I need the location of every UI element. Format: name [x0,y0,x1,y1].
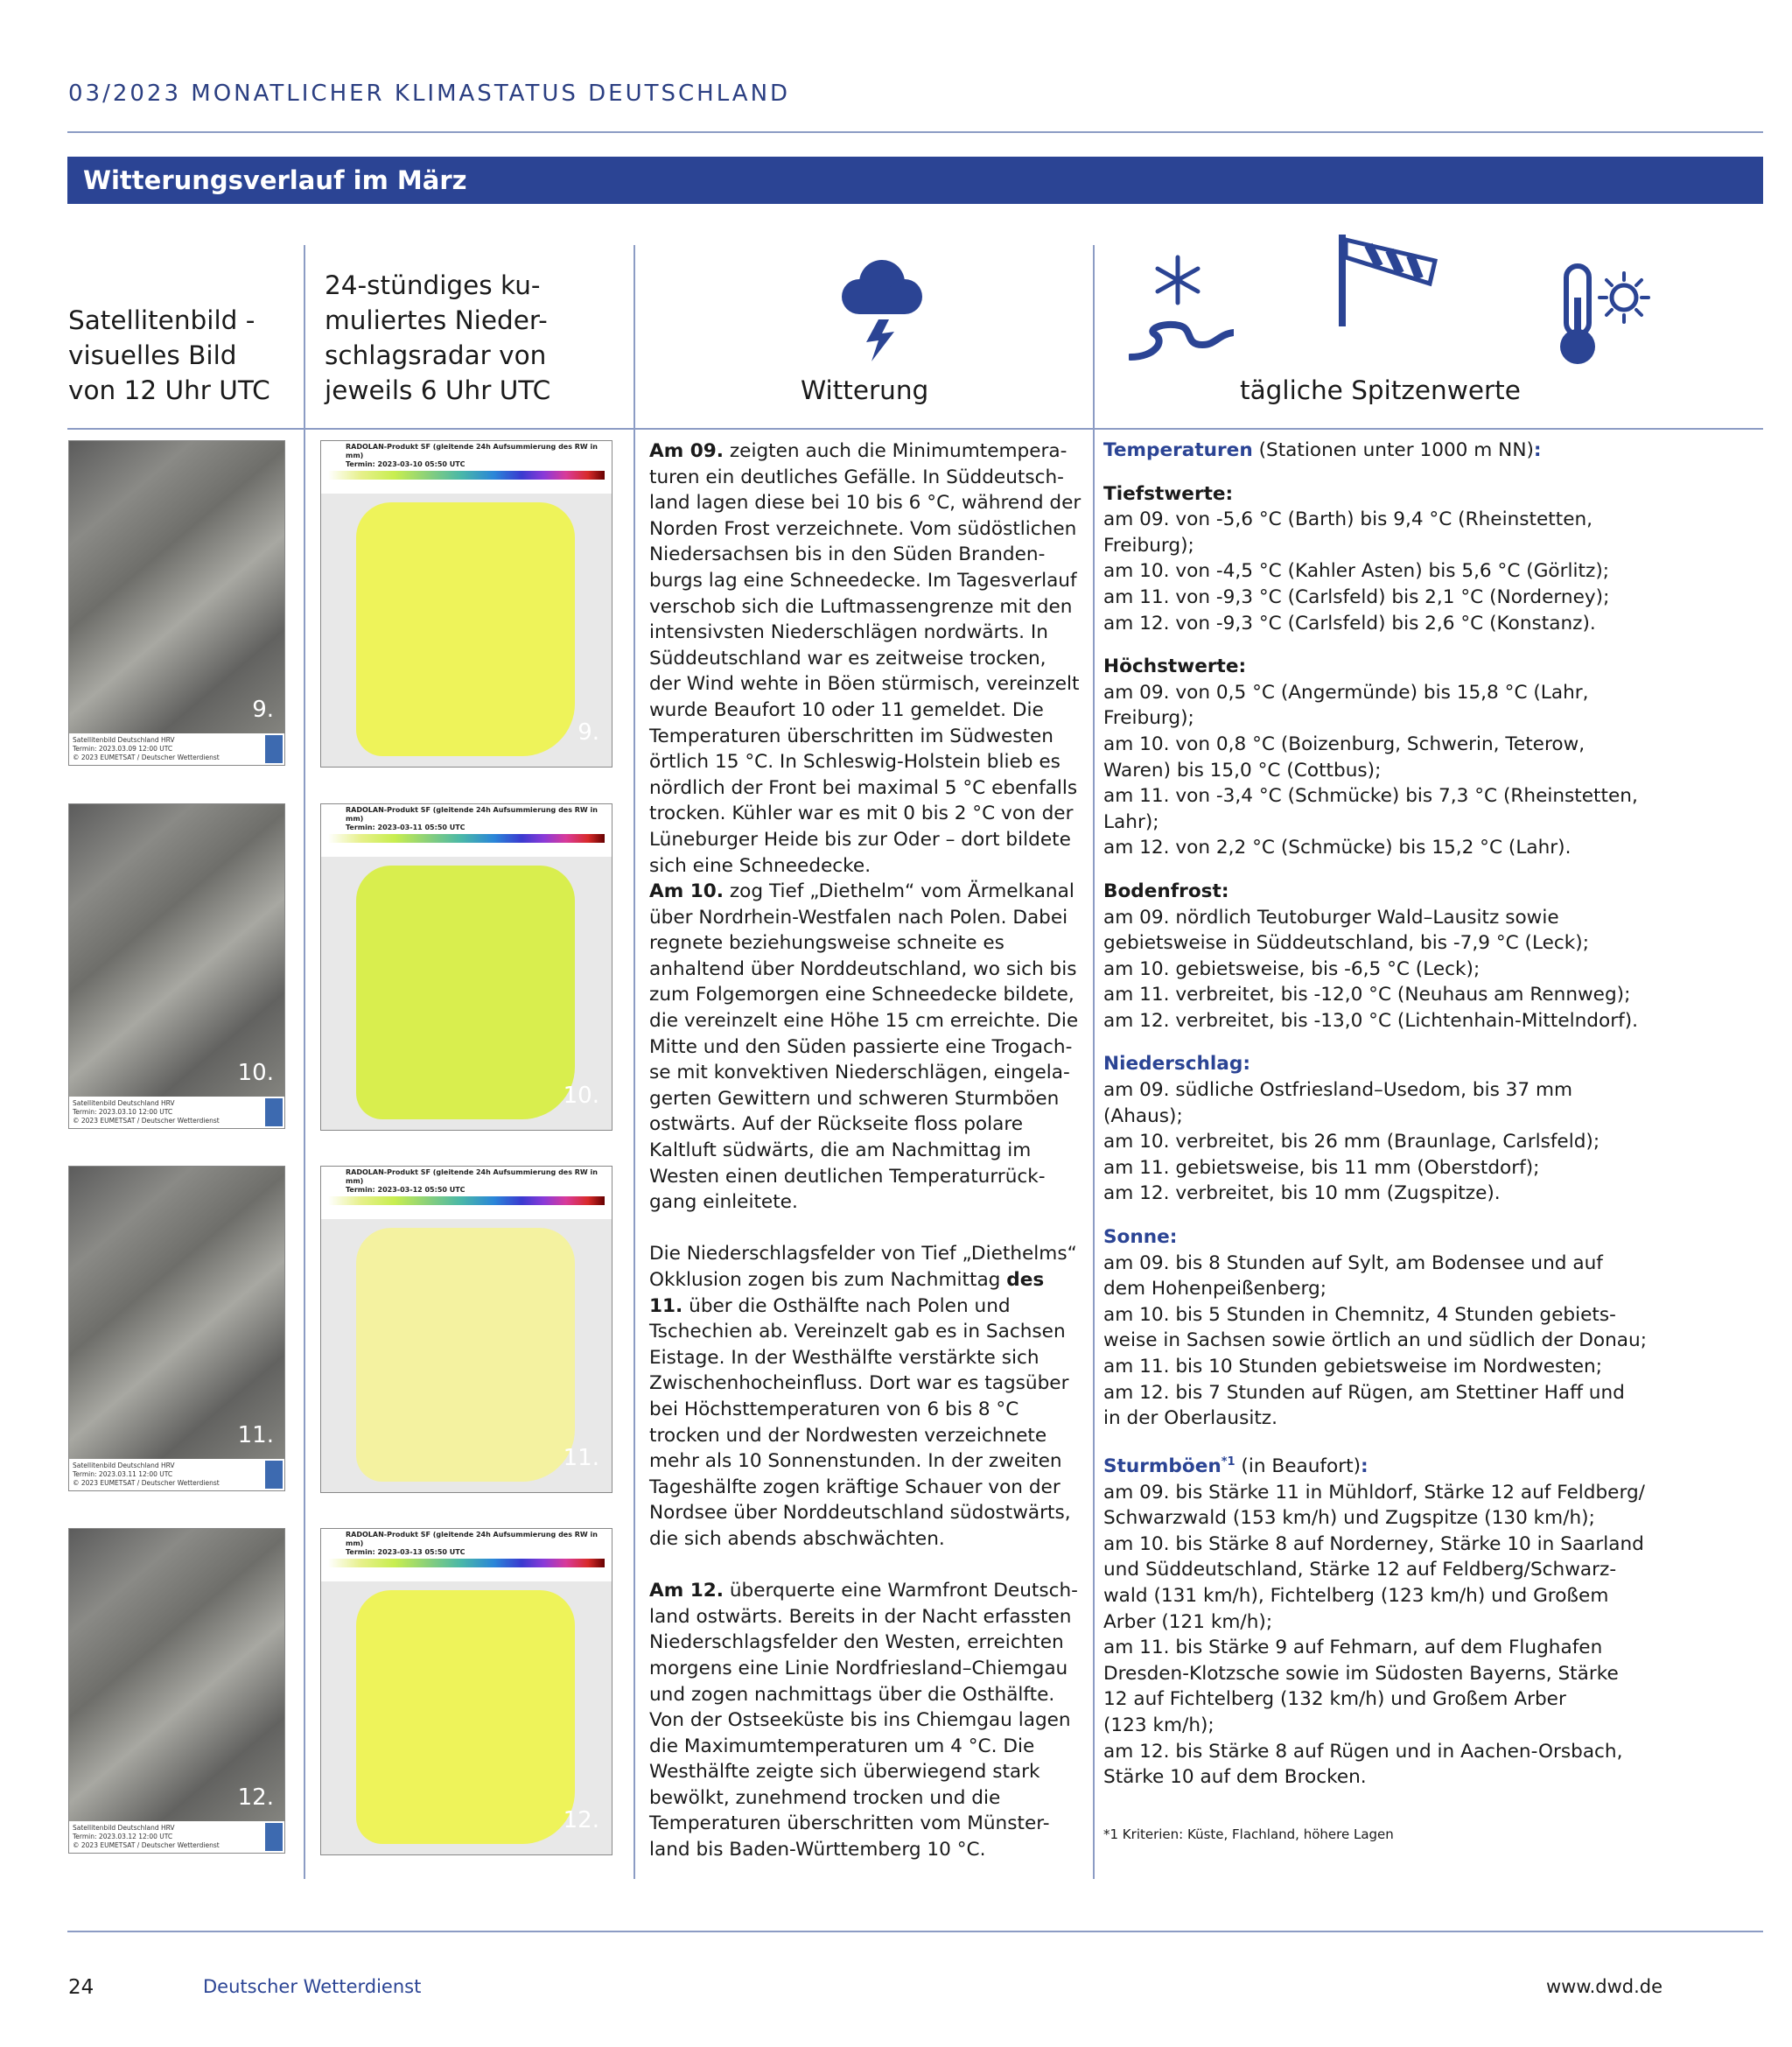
publisher-name: Deutscher Wetterdienst [203,1976,422,1997]
peak-precipitation: Niederschlag: am 09. südliche Ostfriesland–Usedom, bis 37 mm (Ahaus); am 10. verbreitet, bis 26 mm (Braunlage, Carlsfeld); am 11. gebietsweise, bis 11 mm (Oberstdorf); am 12. verbreitet, bis 10 mm (Zugspitze). [1103,1053,1600,1205]
satellite-image-area [69,1529,284,1821]
image-caption: Satellitenbild Deutschland HRV Termin: 2023.03.09 12:00 UTC © 2023 EUMETSAT / Deutscher Wetterdienst [73,736,220,761]
weather-paragraph-11: Die Niederschlagsfelder von Tief „Diethelms“ Okklusion zogen bis zum Nachmittag des 11. über die Osthälfte nach Polen und Tschechien ab. Vereinzelt gab es in Sachsen Eistage. In der Westhälfte verstärkte sich Zwischenhocheinfluss. Dort war es tagsüber bei Höchsttemperaturen von 6 bis 8 °C trocken und der Nordwesten verzeichnete mehr als 10 Sonnenstunden. In der zweiten Tageshälfte zogen kräftige Schauer von der Nordsee über Norddeutschland südostwärts, die sich abends abschwächten. [649,1243,1077,1550]
radar-color-scale [328,834,605,843]
radar-title: RADOLAN-Produkt SF (gleitende 24h Aufsummierung des RW in mm) Termin: 2023-03-11 05:50 UTC [346,806,598,831]
page-number: 24 [68,1976,94,1999]
satellite-image-area [69,804,284,1097]
peak-gusts: Sturmböen$^{*1}$ (in Beaufort): am 09. bis Stärke 11 in Mühldorf, Stärke 12 auf Feldberg/ Schwarzwald (153 km/h) und Zugspitze (130 km/h); am 10. bis Stärke 8 auf Norderney, Stärke 10 in Saarland und Süddeutschland, Stärke 12 auf Feldberg/Schwarz- wald (131 km/h), Fichtelberg (123 km/h) und Großem Arber (121 km/h); am 11. bis Stärke 9 auf Fehmarn, auf dem Flughafen Dresden-Klotzsche sowie im Südosten Bayerns, Stärke 12 auf Fichtelberg (132 km/h) und Großem Arber (123 km/h); am 12. bis Stärke 8 auf Rügen und in Aachen-Orsbach, Stärke 10 auf dem Brocken. [1103,1455,1645,1789]
column-header-line: Satellitenbild - [68,305,256,335]
column-divider [634,245,635,1879]
column-header-weather: Witterung [801,375,929,405]
column-header-satellite [68,303,270,408]
weather-paragraph-10: Am 10. zog Tief „Diethelm“ vom Ärmelkanal über Nordrhein-Westfalen nach Polen. Dabei regnete beziehungsweise schneite es anhaltend über Norddeutschland, wo sich bis zum Folgemorgen eine Schneedecke bildete, die vereinzelt eine Höhe 15 cm erreichte. Die Mitte und den Süden passierte eine Trogach- se mit konvektiven Niederschlägen, eingela- gerten Gewittern und schweren Sturmböen ostwärts. Auf der Rückseite floss polare Kaltluft südwärts, die am Nachmittag im Westen einen deutlichen Temperaturrück- gang einleitete. [649,880,1079,1214]
document-header-title: 03/2023 MONATLICHER KLIMASTATUS DEUTSCHLAND [68,81,791,107]
image-caption: Satellitenbild Deutschland HRV Termin: 2023.03.12 12:00 UTC © 2023 EUMETSAT / Deutscher Wetterdienst [73,1824,220,1849]
column-header-line: von 12 Uhr UTC [68,375,270,405]
radar-title: RADOLAN-Produkt SF (gleitende 24h Aufsummierung des RW in mm) Termin: 2023-03-13 05:50 UTC [346,1531,598,1556]
column-header-line: visuelles Bild [68,340,237,370]
peak-ground-frost: Bodenfrost: am 09. nördlich Teutoburger Wald–Lausitz sowie gebietsweise in Süddeutschland, bis -7,9 °C (Leck); am 10. gebietsweise, bis -6,5 °C (Leck); am 11. verbreitet, bis -12,0 °C (Neuhaus am Rennweg); am 12. verbreitet, bis -13,0 °C (Lichtenhain-Mittelndorf). [1103,880,1638,1032]
radar-color-scale [328,471,605,480]
satellite-image-area [69,441,284,733]
day-label: 10. [563,1083,599,1109]
column-header-peak: tägliche Spitzenwerte [1240,375,1521,405]
snow-slippery-road-icon [1129,254,1234,363]
radar-image [320,1528,612,1855]
dwd-logo [265,1461,283,1489]
satellite-image [68,1528,285,1854]
column-divider [304,245,305,1879]
footnote: *1 Kriterien: Küste, Flachland, höhere Lagen [1103,1826,1394,1842]
header-rule [67,131,1763,133]
radar-color-scale [328,1559,605,1567]
column-header-line: 24-stündiges ku- [325,270,541,300]
dwd-logo [265,735,283,763]
thermometer-sun-icon [1547,263,1652,368]
radar-map [356,866,575,1119]
weather-paragraph-09: Am 09. zeigten auch die Minimumtempera- turen ein deutliches Gefälle. In Süddeutsch- land lagen diese bei 10 bis 6 °C, während der Norden Frost verzeichnete. Vom südöstlichen Niedersachsen bis in den Süden Branden- burgs lag eine Schneedecke. Im Tagesverlauf verschob sich die Luftmassengrenze mit den intensivsten Niederschlägen nordwärts. In Süddeutschland war es zeitweise trocken, der Wind wehte in Böen stürmisch, vereinzelt wurde Beaufort 10 oder 11 gemeldet. Die Temperaturen überschritten im Südwesten örtlich 15 °C. In Schleswig-Holstein blieb es nördlich der Front bei maximal 5 °C ebenfalls trocken. Kühler war es mit 0 bis 2 °C von der Lüneburger Heide bis zur Oder – dort bildete sich eine Schneedecke. [649,440,1082,877]
satellite-image [68,803,285,1129]
radar-map [356,502,575,756]
section-title: Witterungsverlauf im März [83,165,467,195]
radar-title: RADOLAN-Produkt SF (gleitende 24h Aufsummierung des RW in mm) Termin: 2023-03-10 05:50 UTC [346,443,598,468]
radar-title: RADOLAN-Produkt SF (gleitende 24h Aufsummierung des RW in mm) Termin: 2023-03-12 05:50 UTC [346,1168,598,1194]
radar-image [320,1166,612,1493]
section-title-bar [67,157,1763,204]
column-header-line: jeweils 6 Uhr UTC [325,375,551,405]
day-label: 11. [237,1422,274,1448]
dwd-logo [265,1823,283,1851]
column-header-line: schlagsradar von [325,340,547,370]
satellite-image [68,1166,285,1491]
day-label: 12. [237,1784,274,1811]
radar-image [320,440,612,768]
satellite-image-area [69,1167,284,1459]
radar-map [356,1228,575,1482]
radar-color-scale [328,1196,605,1205]
peak-temperature-heading: Temperaturen (Stationen unter 1000 m NN): [1103,439,1542,461]
radar-map [356,1590,575,1844]
thunderstorm-icon [836,248,924,361]
day-label: 9. [578,719,599,746]
column-header-line: muliertes Nieder- [325,305,548,335]
column-divider [1093,245,1095,1879]
windsock-icon [1339,235,1444,326]
day-label: 10. [237,1060,274,1086]
peak-max-temps: Höchstwerte: am 09. von 0,5 °C (Angermünde) bis 15,8 °C (Lahr, Freiburg); am 10. von 0,8 °C (Boizenburg, Schwerin, Teterow, Waren) bis 15,0 °C (Cottbus); am 11. von -3,4 °C (Schmücke) bis 7,3 °C (Rheinstetten, Lahr); am 12. von 2,2 °C (Schmücke) bis 15,2 °C (Lahr). [1103,655,1638,859]
radar-image [320,803,612,1131]
day-label: 11. [563,1445,599,1471]
day-label: 9. [252,697,274,723]
website-link[interactable]: www.dwd.de [1546,1976,1663,1997]
weather-text [649,438,1087,1863]
image-caption: Satellitenbild Deutschland HRV Termin: 2023.03.11 12:00 UTC © 2023 EUMETSAT / Deutscher Wetterdienst [73,1462,220,1487]
footer-rule [67,1931,1763,1932]
peak-values [1103,438,1681,1808]
image-caption: Satellitenbild Deutschland HRV Termin: 2023.03.10 12:00 UTC © 2023 EUMETSAT / Deutscher Wetterdienst [73,1099,220,1125]
peak-min-temps: Tiefstwerte: am 09. von -5,6 °C (Barth) bis 9,4 °C (Rheinstetten, Freiburg); am 10. von -4,5 °C (Kahler Asten) bis 5,6 °C (Görlitz); am 11. von -9,3 °C (Carlsfeld) bis 2,1 °C (Norderney); am 12. von -9,3 °C (Carlsfeld) bis 2,6 °C (Konstanz). [1103,482,1610,634]
dwd-logo [265,1098,283,1126]
day-label: 12. [563,1807,599,1833]
column-header-radar [325,268,550,408]
header-divider [67,428,1763,430]
weather-paragraph-12: Am 12. überquerte eine Warmfront Deutsch- land ostwärts. Bereits in der Nacht erfassten Niederschlagsfelder den Westen, erreichten morgens eine Linie Nordfriesland–Chiemgau und zogen nachmittags über die Osthälfte. Von der Ostseeküste bis ins Chiemgau lagen die Maximumtemperaturen um 4 °C. Die Westhälfte zeigte sich überwiegend stark bewölkt, zunehmend trocken und die Temperaturen überschritten vom Münster- land bis Baden-Württemberg 10 °C. [649,1580,1078,1861]
satellite-image [68,440,285,766]
peak-sunshine: Sonne: am 09. bis 8 Stunden auf Sylt, am Bodensee und auf dem Hohenpeißenberg; am 10. bis 5 Stunden in Chemnitz, 4 Stunden gebiets- weise in Sachsen sowie örtlich an und südlich der Donau; am 11. bis 10 Stunden gebietsweise im Nordwesten; am 12. bis 7 Stunden auf Rügen, am Stettiner Haff und in der Oberlausitz. [1103,1226,1647,1430]
